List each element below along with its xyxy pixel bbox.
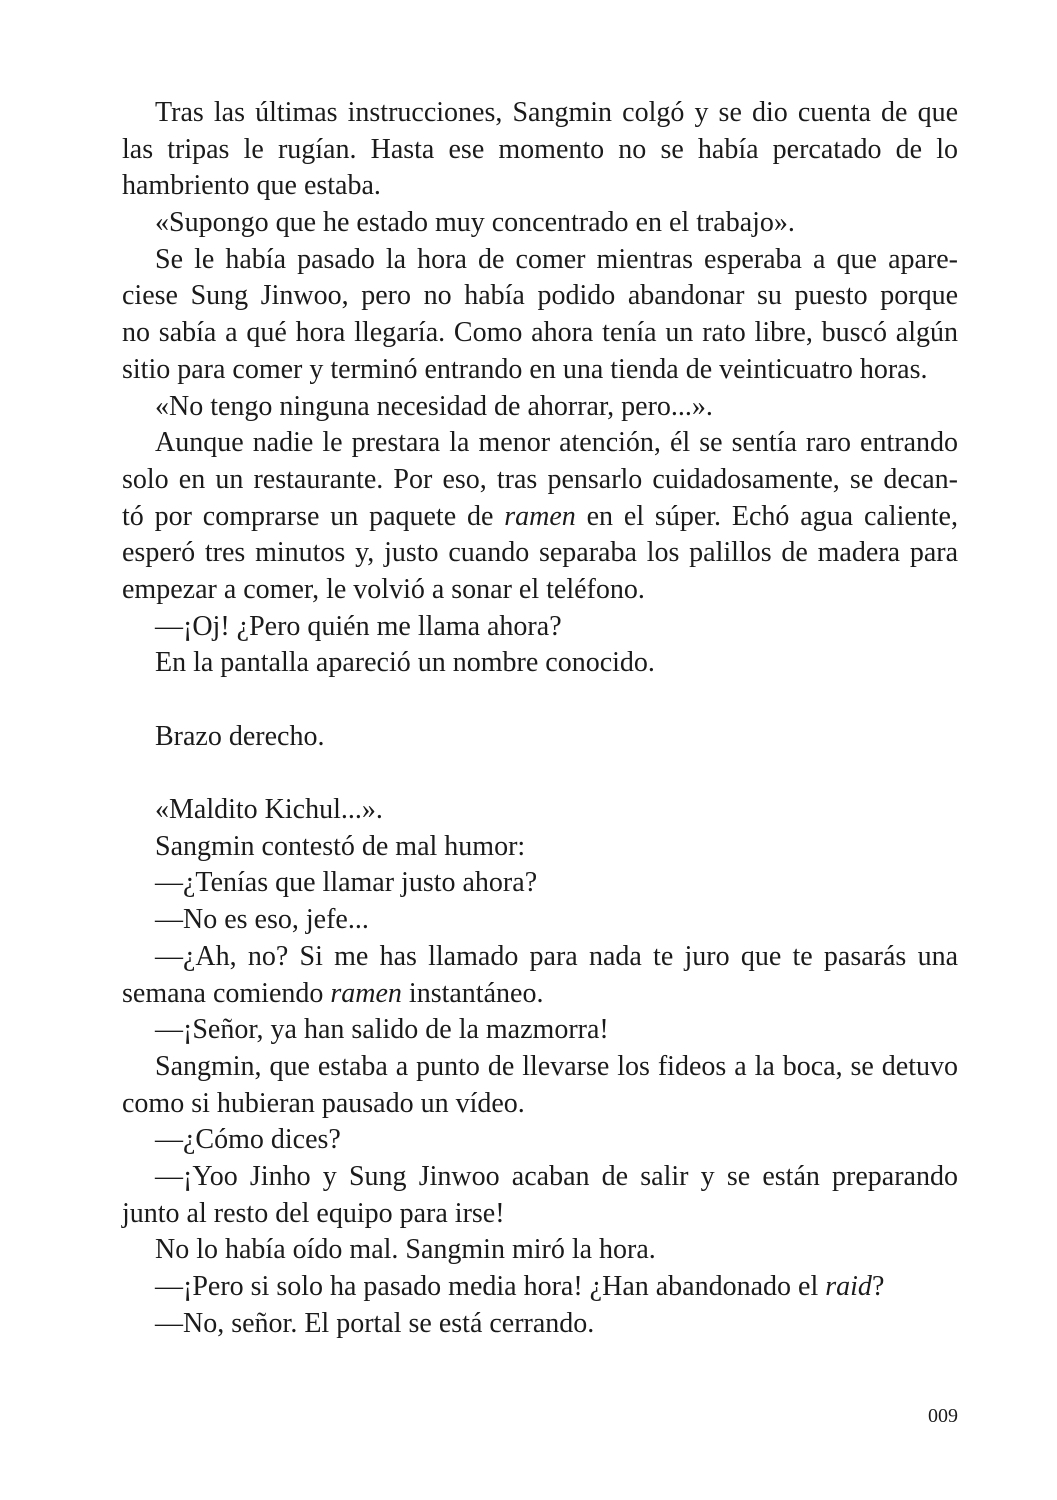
page-number: 009	[928, 1405, 958, 1427]
text-line: Sangmin contestó de mal humor:	[155, 830, 526, 862]
text-line: empezar a comer, le volvió a sonar el teléfono.	[122, 573, 645, 605]
text-line: solo en un restaurante. Por eso, tras pensarlo cuidadosamente, se decan-	[122, 463, 958, 495]
text-line: Brazo derecho.	[155, 720, 325, 752]
text-line: las tripas le rugían. Hasta ese momento no se había percatado de lo	[122, 133, 958, 165]
text-line: «No tengo ninguna necesidad de ahorrar, pero...».	[155, 390, 713, 422]
text-line: —¿Ah, no? Si me has llamado para nada te juro que te pasarás una	[155, 940, 958, 972]
text-line: —¡Oj! ¿Pero quién me llama ahora?	[155, 610, 562, 642]
text-line: —No, señor. El portal se está cerrando.	[155, 1307, 595, 1339]
text-line: como si hubieran pausado un vídeo.	[122, 1087, 525, 1119]
text-line: —No es eso, jefe...	[155, 904, 369, 936]
text-line: «Maldito Kichul...».	[155, 794, 383, 826]
text-line: —¡Señor, ya han salido de la mazmorra!	[155, 1014, 609, 1046]
text-line: —¿Tenías que llamar justo ahora?	[155, 867, 538, 899]
text-line: semana comiendo ramen instantáneo.	[122, 977, 544, 1009]
text-line: no sabía a qué hora llegaría. Como ahora tenía un rato libre, buscó algún	[122, 317, 958, 349]
text-block	[122, 95, 958, 1342]
text-line: No lo había oído mal. Sangmin miró la hora.	[155, 1234, 656, 1266]
text-line: —¿Cómo dices?	[155, 1124, 341, 1156]
text-line: ciese Sung Jinwoo, pero no había podido abandonar su puesto porque	[122, 280, 958, 312]
text-line: Tras las últimas instrucciones, Sangmin colgó y se dio cuenta de que	[155, 97, 958, 128]
text-line: Se le había pasado la hora de comer mientras esperaba a que apare-	[155, 243, 958, 275]
text-line: junto al resto del equipo para irse!	[122, 1197, 505, 1229]
blank-line	[122, 682, 958, 719]
text-line: —¡Pero si solo ha pasado media hora! ¿Han abandonado el raid?	[155, 1271, 885, 1302]
text-line: «Supongo que he estado muy concentrado en el trabajo».	[155, 207, 795, 239]
text-line: —¡Yoo Jinho y Sung Jinwoo acaban de salir y se están preparando	[155, 1160, 958, 1192]
text-line: hambriento que estaba.	[122, 170, 381, 202]
text-line: sitio para comer y terminó entrando en una tienda de veinticuatro horas.	[122, 353, 928, 385]
text-line: Aunque nadie le prestara la menor atención, él se sentía raro entrando	[155, 427, 958, 459]
italic-term: ramen	[330, 977, 402, 1009]
italic-term: ramen	[504, 500, 576, 532]
text-line: Sangmin, que estaba a punto de llevarse los fideos a la boca, se detuvo	[155, 1050, 958, 1082]
text-line: En la pantalla apareció un nombre conocido.	[155, 647, 655, 679]
italic-term: raid	[825, 1271, 872, 1302]
blank-line	[122, 755, 958, 792]
text-line: tó por comprarse un paquete de ramen en el súper. Echó agua caliente,	[122, 500, 958, 532]
text-line: esperó tres minutos y, justo cuando separaba los palillos de madera para	[122, 537, 958, 569]
